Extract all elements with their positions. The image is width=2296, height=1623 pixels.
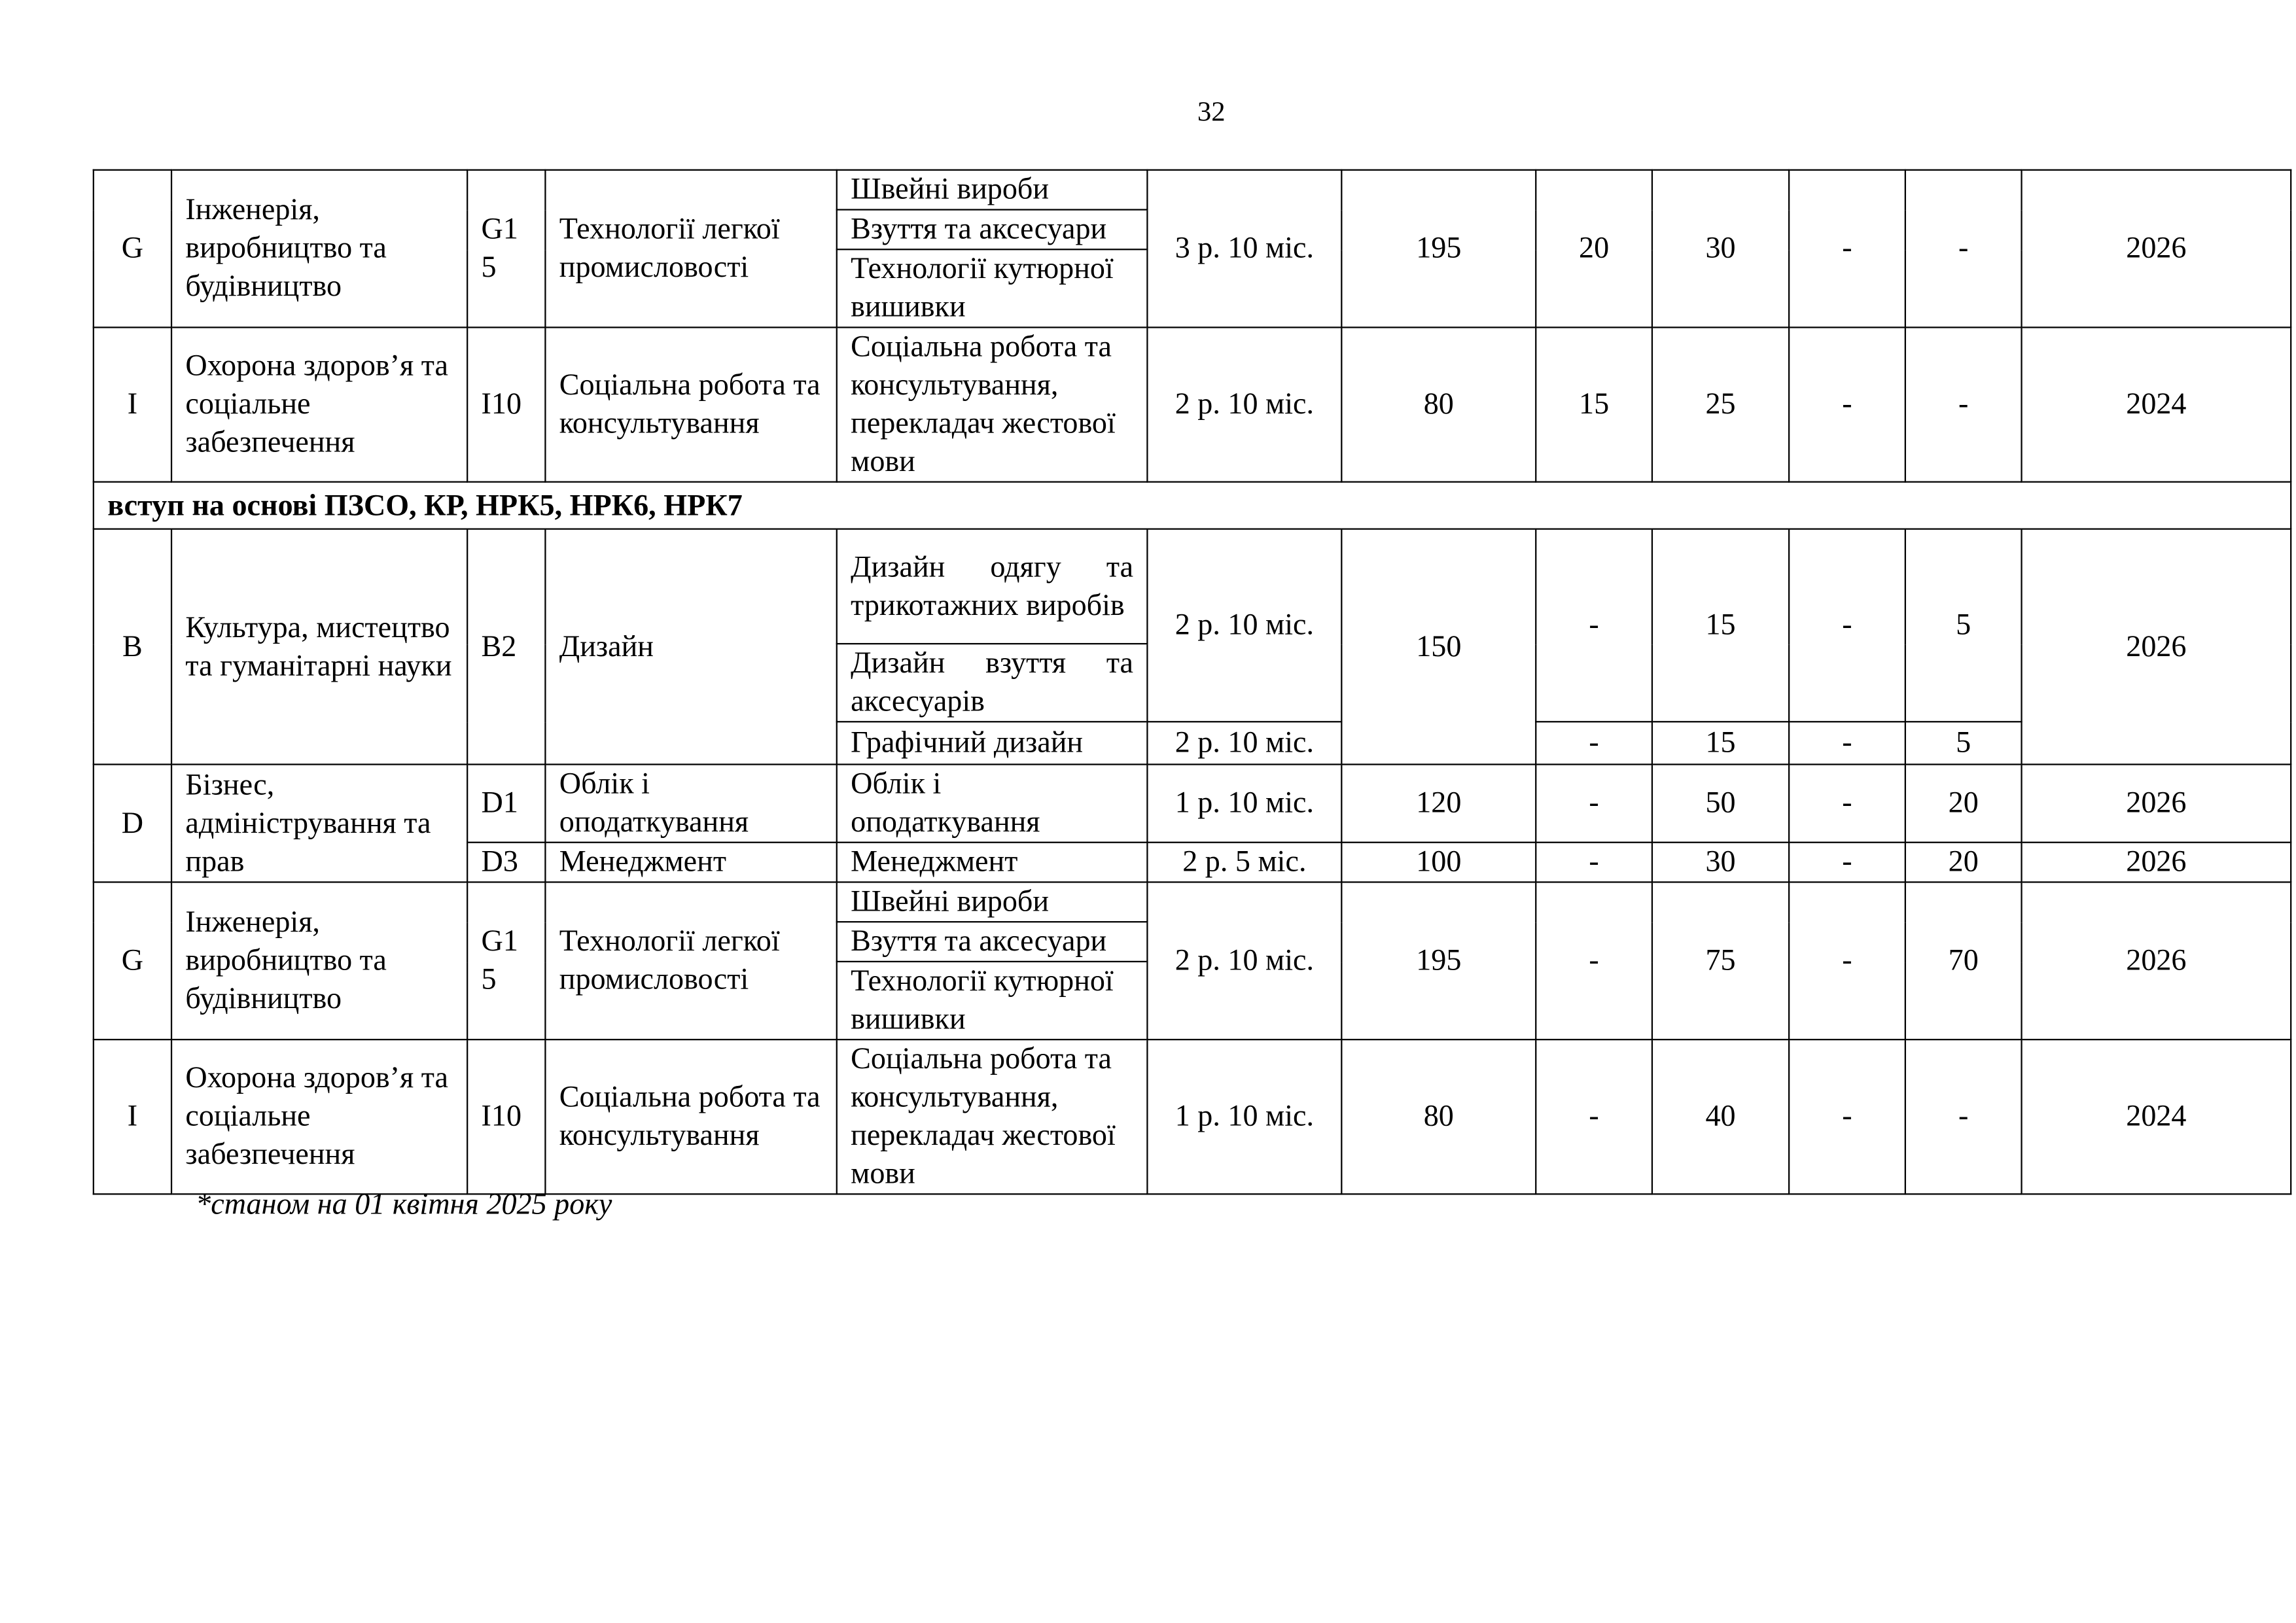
- value-cell: -: [1789, 765, 1905, 843]
- year-cell: 2026: [2022, 843, 2291, 882]
- value-cell: 15: [1652, 529, 1789, 722]
- year-cell: 2026: [2022, 529, 2291, 765]
- license-cell: 195: [1341, 170, 1536, 328]
- value-cell: 30: [1652, 170, 1789, 328]
- section-header: вступ на основі ПЗСО, КР, НРК5, НРК6, НРК7: [94, 482, 2291, 529]
- license-cell: 100: [1341, 843, 1536, 882]
- term-cell: 2 р. 10 міс.: [1147, 882, 1341, 1039]
- value-cell: 30: [1652, 843, 1789, 882]
- program-cell: Дизайн взуття та аксесуарів: [837, 644, 1148, 722]
- area-name-cell: Охорона здоров’я та соціальне забезпечення: [171, 327, 467, 481]
- table-row: [94, 327, 2291, 481]
- area-code-cell: B: [94, 529, 171, 765]
- license-cell: 80: [1341, 327, 1536, 481]
- area-code-cell: D: [94, 765, 171, 882]
- year-cell: 2026: [2022, 170, 2291, 328]
- license-cell: 150: [1341, 529, 1536, 765]
- year-cell: 2024: [2022, 327, 2291, 481]
- value-cell: 70: [1905, 882, 2022, 1039]
- value-cell: -: [1789, 170, 1905, 328]
- term-cell: 2 р. 10 міс.: [1147, 529, 1341, 722]
- spec-code-cell: I10: [467, 1039, 545, 1194]
- table-row: [94, 482, 2291, 529]
- value-cell: -: [1789, 529, 1905, 722]
- area-name-cell: Охорона здоров’я та соціальне забезпечення: [171, 1039, 467, 1194]
- value-cell: 75: [1652, 882, 1789, 1039]
- value-cell: -: [1789, 327, 1905, 481]
- spec-code-cell: G1 5: [467, 170, 545, 328]
- program-cell: Менеджмент: [837, 843, 1148, 882]
- value-cell: -: [1536, 722, 1652, 764]
- value-cell: 40: [1652, 1039, 1789, 1194]
- value-cell: -: [1536, 1039, 1652, 1194]
- value-cell: 20: [1536, 170, 1652, 328]
- value-cell: 5: [1905, 529, 2022, 722]
- value-cell: 50: [1652, 765, 1789, 843]
- value-cell: 15: [1652, 722, 1789, 764]
- value-cell: -: [1789, 1039, 1905, 1194]
- program-cell: Швейні вироби: [837, 882, 1148, 922]
- program-cell: Дизайн одягу та трикотажних виробів: [837, 529, 1148, 644]
- value-cell: 20: [1905, 765, 2022, 843]
- term-cell: 1 р. 10 міс.: [1147, 1039, 1341, 1194]
- program-cell: Технології кутюрної вишивки: [837, 249, 1148, 327]
- page-number: 32: [1197, 97, 1226, 128]
- value-cell: 20: [1905, 843, 2022, 882]
- table-row: [94, 170, 2291, 210]
- license-cell: 120: [1341, 765, 1536, 843]
- spec-name-cell: Соціальна робота та консультування: [545, 1039, 836, 1194]
- area-code-cell: G: [94, 882, 171, 1039]
- programs-table: [93, 169, 2292, 1195]
- value-cell: 25: [1652, 327, 1789, 481]
- spec-name-cell: Технології легкої промисловості: [545, 882, 836, 1039]
- term-cell: 2 р. 10 міс.: [1147, 327, 1341, 481]
- table-row: [94, 882, 2291, 922]
- footnote: *станом на 01 квітня 2025 року: [196, 1189, 612, 1221]
- value-cell: -: [1536, 843, 1652, 882]
- term-cell: 2 р. 10 міс.: [1147, 722, 1341, 764]
- value-cell: -: [1905, 1039, 2022, 1194]
- license-cell: 80: [1341, 1039, 1536, 1194]
- program-cell: Соціальна робота та консультування, перекладач жестової мови: [837, 1039, 1148, 1194]
- spec-code-cell: I10: [467, 327, 545, 481]
- spec-name-cell: Дизайн: [545, 529, 836, 765]
- value-cell: -: [1789, 722, 1905, 764]
- value-cell: -: [1536, 529, 1652, 722]
- area-code-cell: G: [94, 170, 171, 328]
- program-cell: Соціальна робота та консультування, перекладач жестової мови: [837, 327, 1148, 481]
- term-cell: 2 р. 5 міс.: [1147, 843, 1341, 882]
- value-cell: 15: [1536, 327, 1652, 481]
- value-cell: 5: [1905, 722, 2022, 764]
- license-cell: 195: [1341, 882, 1536, 1039]
- area-name-cell: Інженерія, виробництво та будівництво: [171, 882, 467, 1039]
- program-cell: Графічний дизайн: [837, 722, 1148, 764]
- program-cell: Облік і оподаткування: [837, 765, 1148, 843]
- table-row: [94, 529, 2291, 644]
- spec-code-cell: D3: [467, 843, 545, 882]
- spec-code-cell: G1 5: [467, 882, 545, 1039]
- program-cell: Взуття та аксесуари: [837, 210, 1148, 250]
- spec-name-cell: Соціальна робота та консультування: [545, 327, 836, 481]
- spec-name-cell: Облік і оподаткування: [545, 765, 836, 843]
- value-cell: -: [1789, 843, 1905, 882]
- program-cell: Взуття та аксесуари: [837, 922, 1148, 962]
- area-code-cell: I: [94, 1039, 171, 1194]
- year-cell: 2026: [2022, 765, 2291, 843]
- area-code-cell: I: [94, 327, 171, 481]
- year-cell: 2026: [2022, 882, 2291, 1039]
- program-cell: Технології кутюрної вишивки: [837, 962, 1148, 1039]
- value-cell: -: [1905, 170, 2022, 328]
- area-name-cell: Інженерія, виробництво та будівництво: [171, 170, 467, 328]
- spec-code-cell: D1: [467, 765, 545, 843]
- table-row: [94, 765, 2291, 843]
- spec-name-cell: Менеджмент: [545, 843, 836, 882]
- spec-name-cell: Технології легкої промисловості: [545, 170, 836, 328]
- spec-code-cell: B2: [467, 529, 545, 765]
- value-cell: -: [1905, 327, 2022, 481]
- area-name-cell: Бізнес, адміністрування та прав: [171, 765, 467, 882]
- value-cell: -: [1789, 882, 1905, 1039]
- value-cell: -: [1536, 765, 1652, 843]
- value-cell: -: [1536, 882, 1652, 1039]
- table-row: [94, 1039, 2291, 1194]
- area-name-cell: Культура, мистецтво та гуманітарні науки: [171, 529, 467, 765]
- term-cell: 1 р. 10 міс.: [1147, 765, 1341, 843]
- term-cell: 3 р. 10 міс.: [1147, 170, 1341, 328]
- program-cell: Швейні вироби: [837, 170, 1148, 210]
- year-cell: 2024: [2022, 1039, 2291, 1194]
